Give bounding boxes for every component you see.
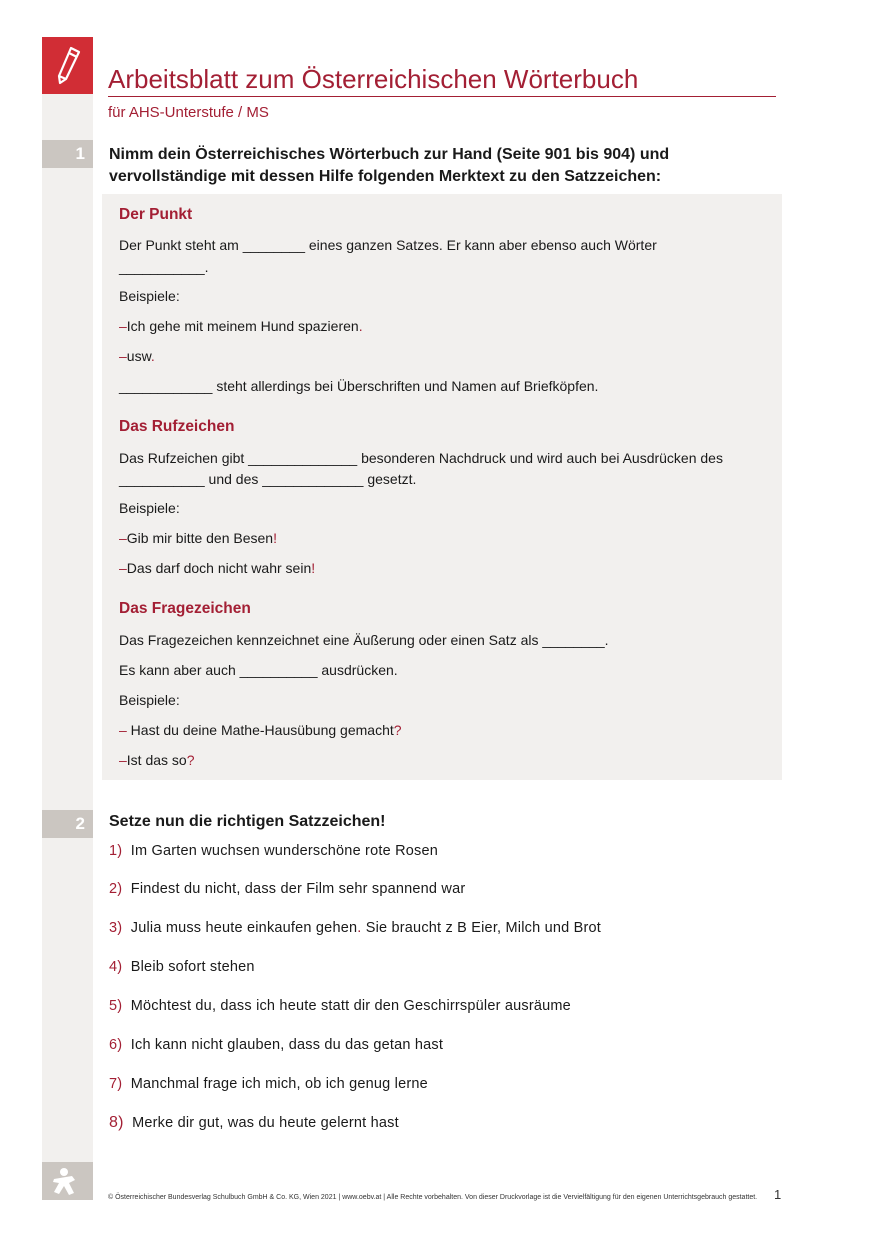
list-item: 2) Findest du nicht, dass der Film sehr spannend war: [109, 881, 466, 897]
dash-marker: –: [119, 348, 127, 364]
bottom-logo: [42, 1162, 93, 1200]
star-person-icon: [42, 1162, 93, 1200]
task1-instruction-line1: Nimm dein Österreichisches Wörterbuch zur Hand (Seite 901 bis 904) und: [109, 146, 670, 163]
punkt-example-1: –Ich gehe mit meinem Hund spazieren.: [119, 318, 363, 334]
margin-strip: [42, 94, 93, 1200]
list-item: 6) Ich kann nicht glauben, dass du das getan hast: [109, 1037, 444, 1053]
rufzeichen-text-line1: Das Rufzeichen gibt ______________ besonderen Nachdruck und wird auch bei Ausdrücken des: [119, 450, 723, 466]
task2-instruction: Setze nun die richtigen Satzzeichen!: [109, 813, 386, 830]
punkt-examples-label: Beispiele:: [119, 288, 180, 304]
pencil-icon: [54, 45, 82, 85]
punkt-text-line2: ___________.: [119, 259, 209, 275]
dash-marker: –: [119, 722, 127, 738]
rufzeichen-example-1: –Gib mir bitte den Besen!: [119, 530, 277, 546]
fragezeichen-text-line2: Es kann aber auch __________ ausdrücken.: [119, 662, 398, 678]
page-number: 1: [774, 1187, 782, 1202]
list-item: 5) Möchtest du, dass ich heute statt dir den Geschirrspüler ausräume: [109, 998, 571, 1014]
list-item: 8) Merke dir gut, was du heute gelernt hast: [109, 1114, 399, 1131]
fragezeichen-examples-label: Beispiele:: [119, 692, 180, 708]
dash-marker: –: [119, 318, 127, 334]
list-item: 7) Manchmal frage ich mich, ob ich genug lerne: [109, 1076, 428, 1092]
list-item: 4) Bleib sofort stehen: [109, 959, 255, 975]
page-subtitle: für AHS-Unterstufe / MS: [108, 104, 269, 121]
title-underline: [108, 96, 776, 97]
section-heading-rufzeichen: Das Rufzeichen: [119, 418, 235, 435]
rufzeichen-example-2: –Das darf doch nicht wahr sein!: [119, 560, 316, 576]
merktext-panel: [102, 194, 782, 780]
copyright-footer: © Österreichischer Bundesverlag Schulbuch GmbH & Co. KG, Wien 2021 | www.oebv.at | Alle Rechte vorbehalten. Von dieser Druckvorlage ist die Vervielfältigung für den eigenen Unterrichtsgebrauch gestattet.: [108, 1194, 758, 1201]
rufzeichen-examples-label: Beispiele:: [119, 500, 180, 516]
task-number-badge: 1: [42, 140, 93, 168]
task-number-badge: 2: [42, 810, 93, 838]
fragezeichen-example-2: –Ist das so?: [119, 752, 195, 768]
section-heading-fragezeichen: Das Fragezeichen: [119, 600, 251, 617]
list-item: 1) Im Garten wuchsen wunderschöne rote Rosen: [109, 843, 438, 859]
punkt-text-line1: Der Punkt steht am ________ eines ganzen Satzes. Er kann aber ebenso auch Wörter: [119, 237, 657, 253]
section-heading-punkt: Der Punkt: [119, 206, 193, 223]
fragezeichen-example-1: – Hast du deine Mathe-Hausübung gemacht?: [119, 722, 402, 738]
rufzeichen-text-line2: ___________ und des _____________ gesetzt.: [119, 471, 417, 487]
page-title: Arbeitsblatt zum Österreichischen Wörterbuch: [108, 64, 639, 94]
dash-marker: –: [119, 560, 127, 576]
pencil-logo: [42, 37, 93, 94]
dash-marker: –: [119, 752, 127, 768]
list-item: 3) Julia muss heute einkaufen gehen. Sie braucht z B Eier, Milch und Brot: [109, 920, 601, 936]
punkt-text-line3: ____________ steht allerdings bei Überschriften und Namen auf Briefköpfen.: [119, 378, 599, 394]
dash-marker: –: [119, 530, 127, 546]
fragezeichen-text-line1: Das Fragezeichen kennzeichnet eine Äußerung oder einen Satz als ________.: [119, 632, 609, 648]
task1-instruction-line2: vervollständige mit dessen Hilfe folgenden Merktext zu den Satzzeichen:: [109, 168, 662, 185]
punkt-example-2: –usw.: [119, 348, 155, 364]
